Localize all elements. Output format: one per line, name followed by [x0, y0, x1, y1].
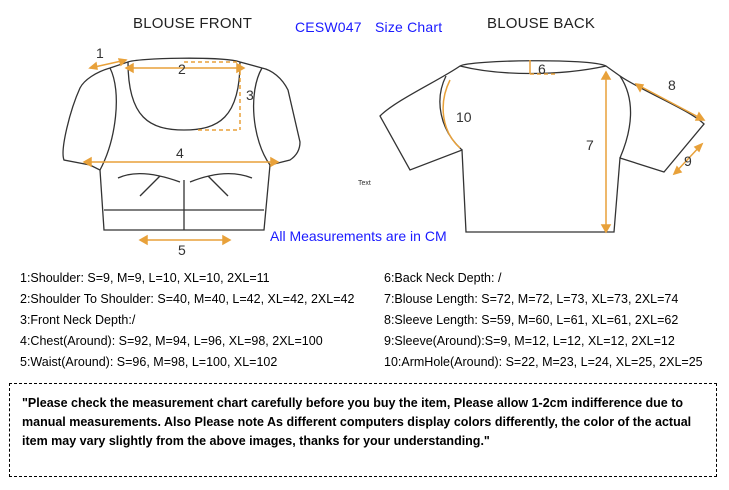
notice-text: "Please check the measurement chart carefully before you buy the item, Please allow 1-2cm indifference due to manual measurements. Also Please note As different computers display colors differently, the color of the actual item may vary slightly from the above images, thanks for your understanding." [22, 396, 692, 448]
label-8: 8 [668, 77, 676, 93]
measurement-item: 8:Sleeve Length: S=59, M=60, L=61, XL=61, 2XL=62 [384, 313, 679, 327]
measurements-left [20, 268, 354, 373]
measurements-right [384, 268, 703, 373]
blouse-back-measure-lines [443, 60, 704, 232]
measurement-item: 2:Shoulder To Shoulder: S=40, M=40, L=42, XL=42, 2XL=42 [20, 292, 355, 306]
label-10: 10 [456, 109, 472, 125]
measurement-item: 10:ArmHole(Around): S=22, M=23, L=24, XL=25, 2XL=25 [384, 355, 703, 369]
notice-box [9, 383, 717, 477]
label-6: 6 [538, 61, 546, 77]
label-4: 4 [176, 145, 184, 161]
text-mark: Text [358, 180, 371, 187]
label-5: 5 [178, 242, 186, 258]
label-3: 3 [246, 87, 254, 103]
back-title: BLOUSE BACK [487, 15, 596, 32]
measurement-item: 6:Back Neck Depth: / [384, 271, 502, 285]
label-7: 7 [586, 137, 594, 153]
measurement-item: 3:Front Neck Depth:/ [20, 313, 136, 327]
measurement-item: 9:Sleeve(Around):S=9, M=12, L=12, XL=12, 2XL=12 [384, 334, 675, 348]
label-9: 9 [684, 153, 692, 169]
size-chart-title: Size Chart [375, 19, 443, 35]
product-code: CESW047 [295, 19, 362, 35]
measurement-item: 7:Blouse Length: S=72, M=72, L=73, XL=73, 2XL=74 [384, 292, 679, 306]
label-2: 2 [178, 61, 186, 77]
measurement-unit-note: All Measurements are in CM [270, 228, 447, 244]
front-title: BLOUSE FRONT [133, 15, 253, 32]
measurement-item: 1:Shoulder: S=9, M=9, L=10, XL=10, 2XL=11 [20, 271, 270, 285]
label-1: 1 [96, 45, 104, 61]
blouse-back-outline [380, 61, 704, 232]
measurement-item: 4:Chest(Around): S=92, M=94, L=96, XL=98, 2XL=100 [20, 334, 323, 348]
measurement-item: 5:Waist(Around): S=96, M=98, L=100, XL=102 [20, 355, 278, 369]
